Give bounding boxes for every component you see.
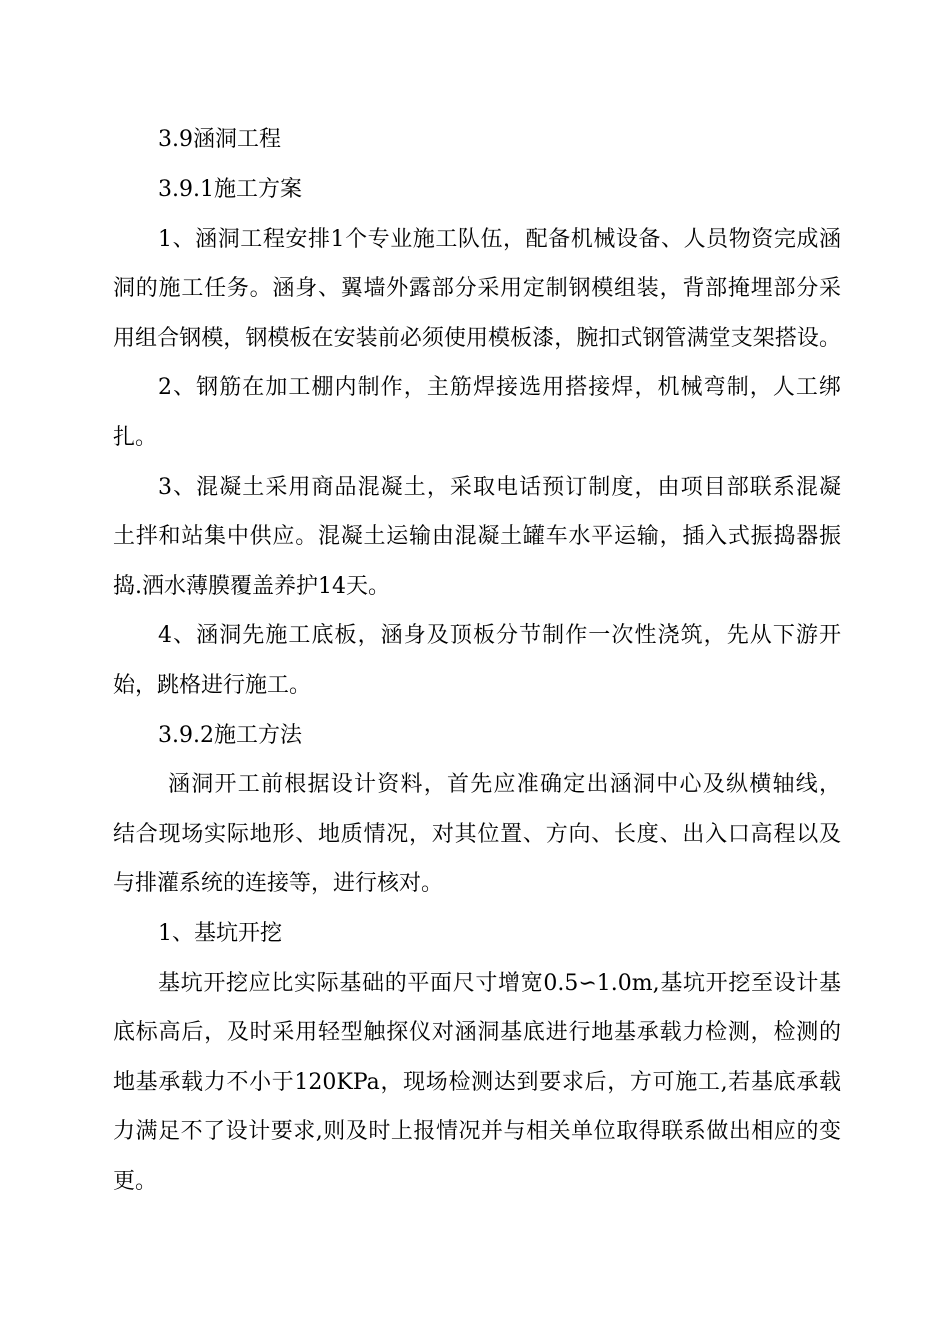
- paragraph-line: 3、混凝土采用商品混凝土，采取电话预订制度，由项目部联系混凝: [158, 475, 841, 500]
- section-heading-3-9: 3.9涵洞工程: [158, 127, 281, 152]
- paragraph-line: 结合现场实际地形、地质情况，对其位置、方向、长度、出入口高程以及: [113, 822, 841, 847]
- item-heading-excavation: 1、基坑开挖: [158, 921, 282, 946]
- paragraph-line: 用组合钢模，钢模板在安装前必须使用模板漆，腕扣式钢管满堂支架搭设。: [113, 326, 841, 351]
- subsection-heading-3-9-1: 3.9.1施工方案: [158, 177, 302, 202]
- paragraph-line: 力满足不了设计要求,则及时上报情况并与相关单位取得联系做出相应的变: [113, 1119, 841, 1144]
- subsection-heading-3-9-2: 3.9.2施工方法: [158, 723, 302, 748]
- paragraph-line: 基坑开挖应比实际基础的平面尺寸增宽0.5∽1.0m,基坑开挖至设计基: [158, 971, 841, 996]
- paragraph-line: 洞的施工任务。涵身、翼墙外露部分采用定制钢模组装，背部掩埋部分采: [113, 276, 841, 301]
- paragraph-line: 2、钢筋在加工棚内制作，主筋焊接选用搭接焊，机械弯制，人工绑: [158, 375, 841, 400]
- paragraph-line: 扎。: [113, 425, 158, 450]
- paragraph-line: 底标高后，及时采用轻型触探仪对涵洞基底进行地基承载力检测，检测的: [113, 1020, 841, 1045]
- paragraph-line: 始，跳格进行施工。: [113, 673, 312, 698]
- paragraph-line: 更。: [113, 1169, 158, 1194]
- paragraph-line: 与排灌系统的连接等，进行核对。: [113, 871, 444, 896]
- paragraph-line: 4、涵洞先施工底板，涵身及顶板分节制作一次性浇筑，先从下游开: [158, 623, 841, 648]
- paragraph-line: 1、涵洞工程安排1个专业施工队伍，配备机械设备、人员物资完成涵: [158, 227, 841, 252]
- paragraph-line: 捣.洒水薄膜覆盖养护14天。: [113, 574, 390, 599]
- paragraph-line: 地基承载力不小于120KPa，现场检测达到要求后，方可施工,若基底承载: [113, 1070, 841, 1095]
- paragraph-line: 土拌和站集中供应。混凝土运输由混凝土罐车水平运输，插入式振捣器振: [113, 524, 841, 549]
- paragraph-line: 涵洞开工前根据设计资料，首先应准确定出涵洞中心及纵横轴线，: [168, 772, 841, 797]
